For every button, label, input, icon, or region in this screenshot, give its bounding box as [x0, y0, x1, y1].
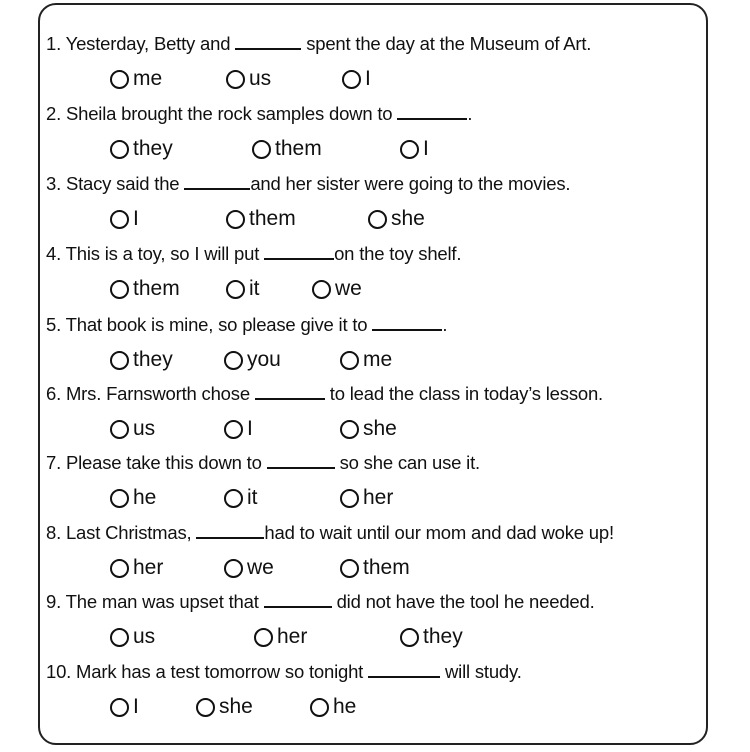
- stem-text-before: 10. Mark has a test tomorrow so tonight: [46, 661, 369, 682]
- stem-text-before: 9. The man was upset that: [46, 591, 264, 612]
- question-stem: [46, 590, 595, 613]
- answer-option[interactable]: [110, 694, 139, 720]
- answer-blank[interactable]: [264, 590, 332, 608]
- option-label: us: [249, 67, 272, 90]
- option-label: her: [277, 625, 308, 648]
- stem-text-before: 1. Yesterday, Betty and: [46, 33, 236, 54]
- stem-text-after: spent the day at the Museum of Art.: [301, 33, 592, 54]
- stem-text-before: 4. This is a toy, so I will put: [46, 243, 265, 264]
- option-label: I: [423, 137, 429, 160]
- radio-bubble-icon[interactable]: [110, 698, 129, 717]
- option-label: it: [247, 486, 258, 509]
- answer-blank[interactable]: [267, 451, 335, 469]
- option-label: she: [219, 695, 253, 718]
- question-10: [46, 632, 696, 718]
- stem-text-before: 6. Mrs. Farnsworth chose: [46, 383, 255, 404]
- stem-text-after: .: [467, 103, 473, 124]
- option-label: they: [423, 625, 463, 648]
- answer-option[interactable]: [310, 694, 356, 720]
- answer-blank[interactable]: [255, 382, 325, 400]
- answer-blank[interactable]: [397, 102, 467, 120]
- option-label: us: [133, 417, 156, 440]
- answer-options: [110, 694, 670, 720]
- question-stem: [46, 382, 603, 405]
- option-label: us: [133, 625, 156, 648]
- answer-blank[interactable]: [235, 32, 301, 50]
- question-stem: [46, 660, 522, 683]
- stem-text-before: 7. Please take this down to: [46, 452, 267, 473]
- stem-text-after: had to wait until our mom and dad woke up!: [264, 522, 614, 543]
- option-label: I: [133, 695, 139, 718]
- option-label: I: [365, 67, 371, 90]
- question-stem: [46, 172, 570, 195]
- option-label: I: [133, 207, 139, 230]
- question-stem: [46, 32, 591, 55]
- option-label: her: [133, 556, 164, 579]
- question-1: [46, 4, 696, 90]
- question-8: [46, 493, 696, 579]
- answer-blank[interactable]: [372, 313, 442, 331]
- option-label: me: [363, 348, 393, 371]
- option-label: they: [133, 348, 173, 371]
- option-label: he: [133, 486, 157, 509]
- option-label: we: [335, 277, 362, 300]
- option-label: she: [391, 207, 425, 230]
- radio-bubble-icon[interactable]: [196, 698, 215, 717]
- question-9: [46, 562, 696, 648]
- option-label: it: [249, 277, 260, 300]
- question-stem: [46, 102, 472, 125]
- option-label: her: [363, 486, 394, 509]
- option-label: he: [333, 695, 357, 718]
- question-2: [46, 74, 696, 160]
- stem-text-after: .: [442, 314, 448, 335]
- question-stem: [46, 313, 447, 336]
- option-label: them: [133, 277, 180, 300]
- question-stem: [46, 451, 480, 474]
- question-4: [46, 214, 696, 300]
- stem-text-after: on the toy shelf.: [334, 243, 462, 264]
- question-3: [46, 144, 696, 230]
- option-label: them: [275, 137, 322, 160]
- stem-text-after: to lead the class in today’s lesson.: [324, 383, 603, 404]
- stem-text-after: so she can use it.: [334, 452, 480, 473]
- option-label: them: [363, 556, 410, 579]
- question-6: [46, 354, 696, 440]
- option-label: you: [247, 348, 281, 371]
- question-stem: [46, 521, 614, 544]
- option-label: she: [363, 417, 397, 440]
- option-label: I: [247, 417, 253, 440]
- stem-text-after: will study.: [440, 661, 522, 682]
- stem-text-after: did not have the tool he needed.: [331, 591, 595, 612]
- stem-text-after: and her sister were going to the movies.: [250, 173, 571, 194]
- question-stem: [46, 242, 461, 265]
- option-label: me: [133, 67, 163, 90]
- radio-bubble-icon[interactable]: [310, 698, 329, 717]
- question-7: [46, 423, 696, 509]
- question-5: [46, 285, 696, 371]
- option-label: them: [249, 207, 296, 230]
- stem-text-before: 8. Last Christmas,: [46, 522, 197, 543]
- stem-text-before: 3. Stacy said the: [46, 173, 185, 194]
- option-label: we: [247, 556, 274, 579]
- answer-option[interactable]: [196, 694, 253, 720]
- answer-blank[interactable]: [196, 521, 264, 539]
- answer-blank[interactable]: [264, 242, 334, 260]
- answer-blank[interactable]: [368, 660, 440, 678]
- option-label: they: [133, 137, 173, 160]
- answer-blank[interactable]: [184, 172, 250, 190]
- stem-text-before: 5. That book is mine, so please give it to: [46, 314, 373, 335]
- stem-text-before: 2. Sheila brought the rock samples down to: [46, 103, 398, 124]
